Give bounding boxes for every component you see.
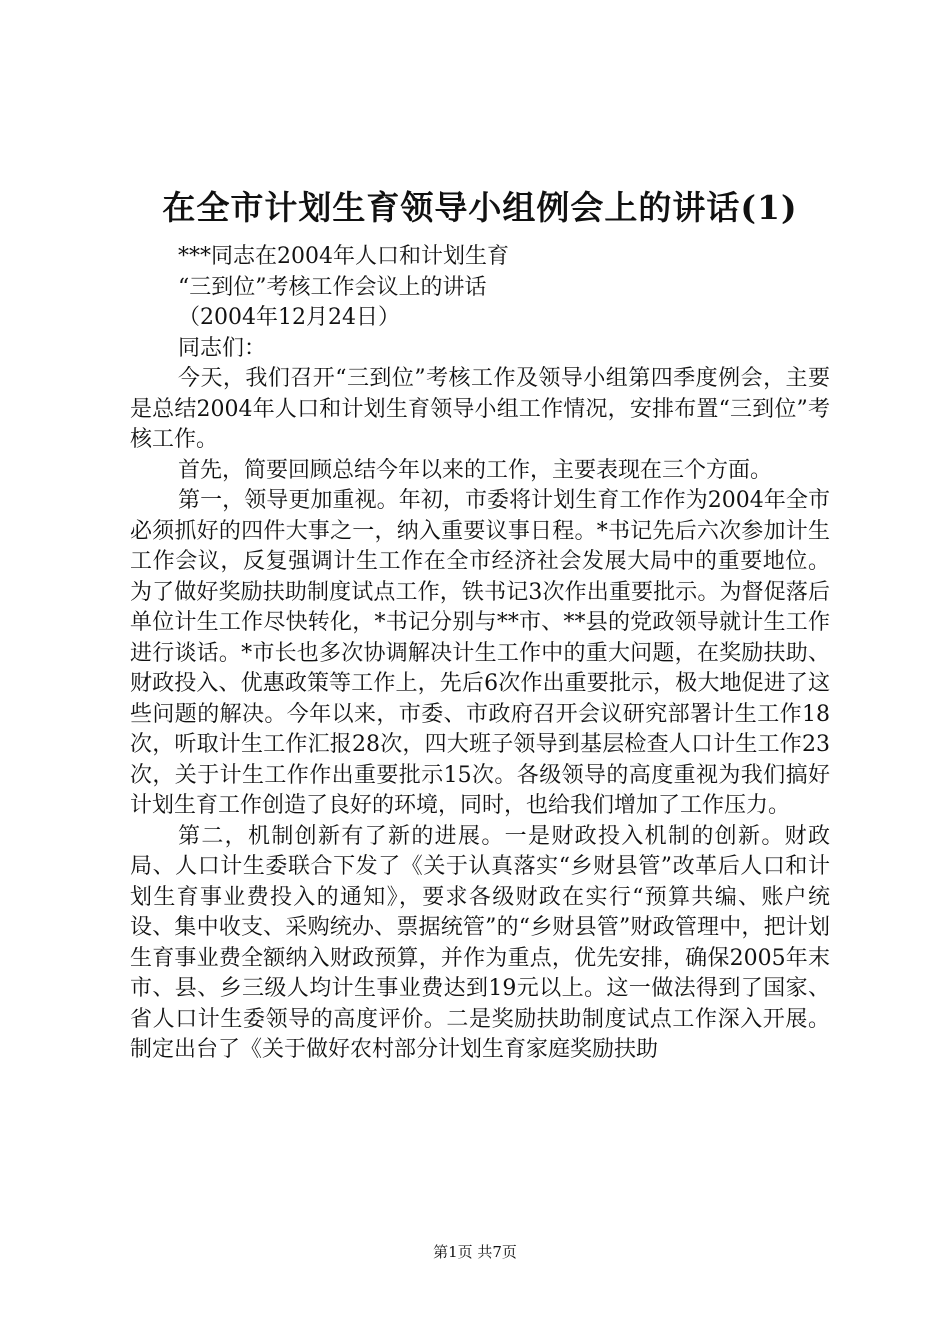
page-number: 第1页 共7页 [433, 1243, 517, 1261]
meeting-line: “三到位”考核工作会议上的讲话 [178, 274, 487, 300]
body-paragraph: 今天，我们召开“三到位”考核工作及领导小组第四季度例会，主要是总结2004年人口和计划生育领导小组工作情况，安排布置“三到位”考核工作。 [130, 366, 830, 452]
date-line: （2004年12月24日） [178, 305, 400, 330]
speaker-line: ***同志在2004年人口和计划生育 [178, 244, 509, 269]
document-title: 在全市计划生育领导小组例会上的讲话(1) [162, 188, 798, 227]
body-paragraph: 第二，机制创新有了新的进展。一是财政投入机制的创新。财政局、人口计生委联合下发了《关于认真落实“乡财县管”改革后人口和计划生育事业费投入的通知》，要求各级财政在实行“预算共编、账户统设、集中收支、采购统办、票据统管”的“乡财县管”财政管理中，把计划生育事业费全额纳入财政预算，并作为重点，优先安排，确保2005年末市、县、乡三级人均计生事业费达到19元以上。这一做法得到了国家、省人口计生委领导的高度评价。二是奖励扶助制度试点工作深入开展。制定出台了《关于做好农村部分计划生育家庭奖励扶助 [130, 823, 830, 1062]
body-paragraph: 首先，简要回顾总结今年以来的工作，主要表现在三个方面。 [178, 457, 773, 483]
document-page [130, 178, 830, 1066]
salutation: 同志们： [178, 335, 267, 361]
body-paragraph: 第一，领导更加重视。年初，市委将计划生育工作作为2004年全市必须抓好的四件大事之一，纳入重要议事日程。*书记先后六次参加计生工作会议，反复强调计生工作在全市经济社会发展大局中的重要地位。为了做好奖励扶助制度试点工作，铁书记3次作出重要批示。为督促落后单位计生工作尽快转化，*书记分别与**市、**县的党政领导就计生工作进行谈话。*市长也多次协调解决计生工作中的重大问题，在奖励扶助、财政投入、优惠政策等工作上，先后6次作出重要批示，极大地促进了这些问题的解决。今年以来，市委、市政府召开会议研究部署计生工作18次，听取计生工作汇报28次，四大班子领导到基层检查人口计生工作23次，关于计生工作作出重要批示15次。各级领导的高度重视为我们搞好计划生育工作创造了良好的环境，同时，也给我们增加了工作压力。 [130, 488, 830, 818]
